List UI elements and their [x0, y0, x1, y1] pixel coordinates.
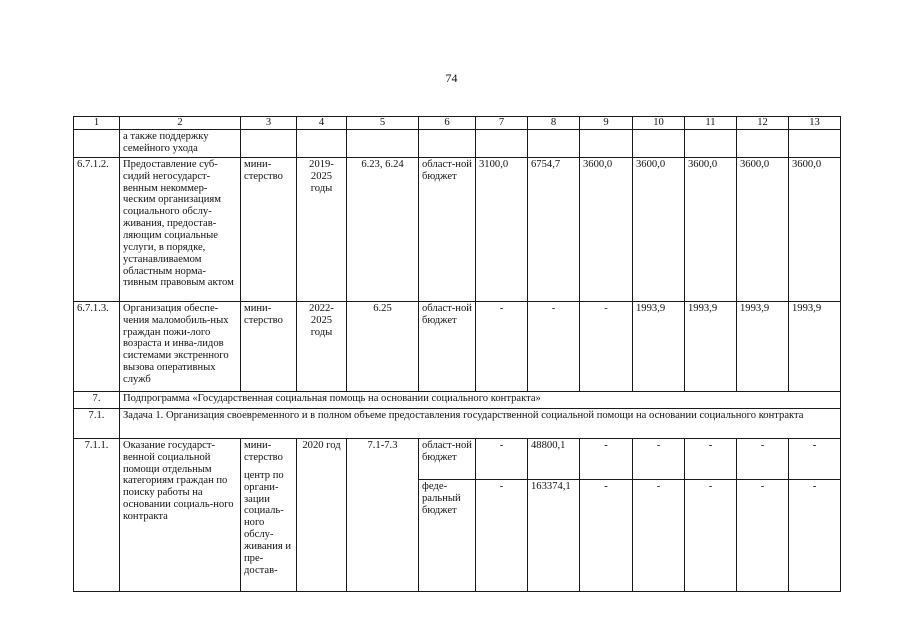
cell-value: 3600,0	[633, 157, 685, 301]
cell-value: 1993,9	[685, 301, 737, 391]
cell-value: -	[789, 438, 841, 479]
column-number: 2	[120, 117, 241, 130]
cell-empty	[297, 129, 347, 157]
cell-name: Предоставление суб-сидий негосударст-венным некоммер-ческим организациям социального обслу-живания, предостав-ляющим социальные услуги, в порядке, устанавливаемом областным норма-тивным правовым актом	[120, 157, 241, 301]
cell-value: -	[633, 438, 685, 479]
cell-num: 7.	[74, 391, 120, 408]
cell-value: -	[528, 301, 580, 391]
page-number: 74	[445, 71, 458, 85]
cell-value: 6754,7	[528, 157, 580, 301]
table-row-continuation	[74, 129, 841, 157]
table-row-6-7-1-2	[74, 157, 841, 301]
cell-value: -	[737, 479, 789, 591]
cell-value: -	[580, 479, 633, 591]
column-number: 7	[476, 117, 528, 130]
cell-empty	[685, 129, 737, 157]
cell-num: 7.1.1.	[74, 438, 120, 591]
cell-empty	[737, 129, 789, 157]
cell-value: 1993,9	[737, 301, 789, 391]
cell-num: 7.1.	[74, 408, 120, 438]
cell-value: 3600,0	[685, 157, 737, 301]
cell-empty	[476, 129, 528, 157]
cell-value: -	[633, 479, 685, 591]
cell-empty	[633, 129, 685, 157]
cell-value: -	[476, 479, 528, 591]
executor-ministry: мини-стерство	[244, 439, 283, 463]
cell-empty	[528, 129, 580, 157]
cell-value: -	[685, 479, 737, 591]
cell-value: -	[476, 301, 528, 391]
cell-value: -	[580, 301, 633, 391]
cell-years: 2020 год	[297, 438, 347, 591]
cell-value: -	[789, 479, 841, 591]
table-row-7-1-1-a	[74, 438, 841, 479]
table-row-subprogram-7	[74, 391, 841, 408]
cell-value: 1993,9	[789, 301, 841, 391]
cell-num: 6.7.1.3.	[74, 301, 120, 391]
cell-value: 163374,1	[528, 479, 580, 591]
column-number: 4	[297, 117, 347, 130]
column-number: 9	[580, 117, 633, 130]
cell-source: област-ной бюджет	[419, 438, 476, 479]
table-row-task-7-1	[74, 408, 841, 438]
column-number: 13	[789, 117, 841, 130]
cell-value: 3600,0	[580, 157, 633, 301]
cell-indicator: 6.25	[347, 301, 419, 391]
cell-value: 1993,9	[633, 301, 685, 391]
column-number: 1	[74, 117, 120, 130]
cell-value: -	[476, 438, 528, 479]
cell-empty	[241, 129, 297, 157]
cell-executor	[241, 438, 297, 591]
column-number: 12	[737, 117, 789, 130]
cell-name: Организация обеспе-чения маломобиль-ных граждан пожи-лого возраста и инва-лидов системами экстренного вызова оперативных служб	[120, 301, 241, 391]
program-table	[73, 116, 841, 592]
task-title: Задача 1. Организация своевременного и в полном объеме предоставления государственной социальной помощи на основании социального контракта	[120, 408, 841, 438]
cell-years: 2019-2025 годы	[297, 157, 347, 301]
cell-empty	[580, 129, 633, 157]
column-number: 6	[419, 117, 476, 130]
cell-empty	[347, 129, 419, 157]
column-number: 8	[528, 117, 580, 130]
cell-source: област-ной бюджет	[419, 157, 476, 301]
column-number: 5	[347, 117, 419, 130]
cell-num	[74, 129, 120, 157]
cell-value: 3100,0	[476, 157, 528, 301]
cell-name: а также поддержку семейного ухода	[120, 129, 241, 157]
column-number: 10	[633, 117, 685, 130]
cell-value: -	[685, 438, 737, 479]
cell-executor: мини-стерство	[241, 157, 297, 301]
cell-indicator: 7.1-7.3	[347, 438, 419, 591]
column-number: 3	[241, 117, 297, 130]
cell-executor: мини-стерство	[241, 301, 297, 391]
cell-num: 6.7.1.2.	[74, 157, 120, 301]
table-row-6-7-1-3	[74, 301, 841, 391]
cell-value: -	[580, 438, 633, 479]
column-number-header-row	[74, 117, 841, 130]
cell-source: феде-ральный бюджет	[419, 479, 476, 591]
column-number: 11	[685, 117, 737, 130]
cell-years: 2022-2025 годы	[297, 301, 347, 391]
cell-value: 3600,0	[737, 157, 789, 301]
cell-value: -	[737, 438, 789, 479]
subprogram-title: Подпрограмма «Государственная социальная помощь на основании социального контракта»	[120, 391, 841, 408]
cell-value: 48800,1	[528, 438, 580, 479]
cell-empty	[419, 129, 476, 157]
cell-indicator: 6.23, 6.24	[347, 157, 419, 301]
cell-value: 3600,0	[789, 157, 841, 301]
cell-source: област-ной бюджет	[419, 301, 476, 391]
cell-name: Оказание государст-венной социальной помощи отдельным категориям граждан по поиску работы на основании социаль-ного контракта	[120, 438, 241, 591]
executor-center: центр по органи-зации социаль-ного обслу-живания и пре-достав-	[244, 469, 292, 576]
cell-empty	[789, 129, 841, 157]
